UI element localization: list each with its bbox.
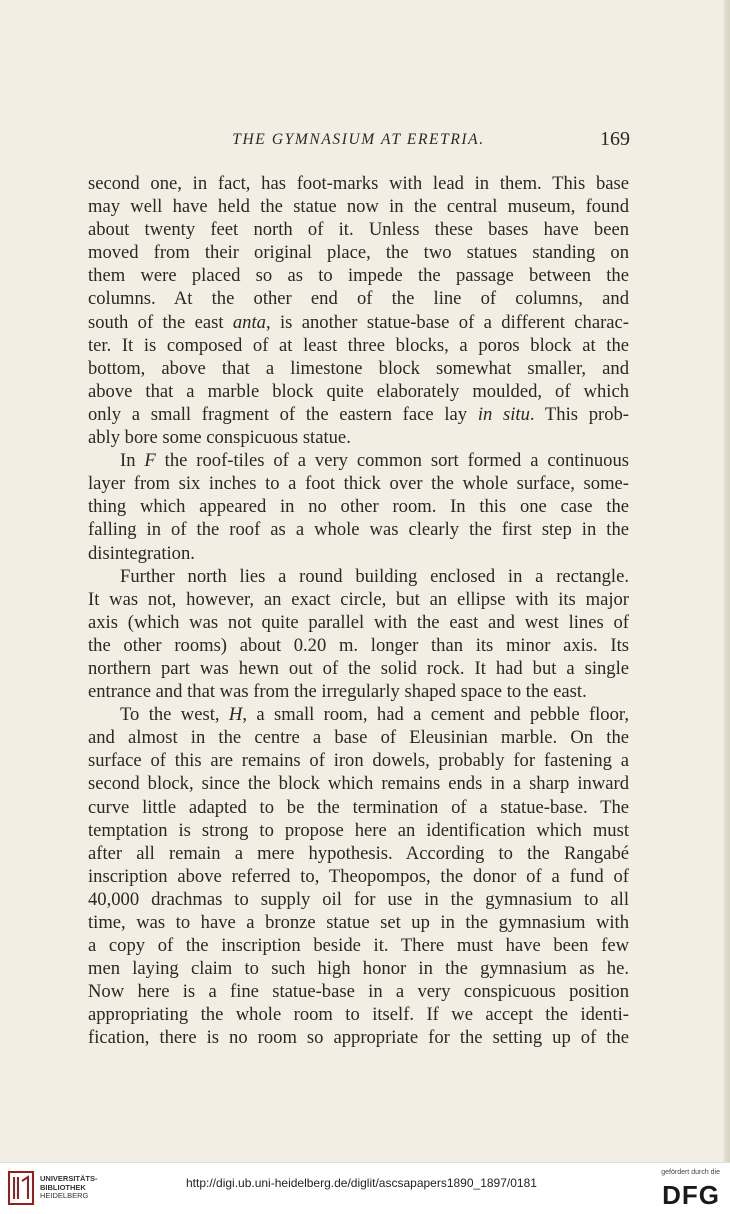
text-line: fication, there is no room so appropriate for the setting up of the [88,1027,629,1049]
text-line: men laying claim to such high honor in the gymnasium as he. [88,958,629,980]
text-line: second one, in fact, has foot-marks with lead in them. This base [88,173,629,194]
text-line: ably bore some conspicuous statue. [88,427,351,449]
text-line: It was not, however, an exact circle, but an ellipse with its major [88,588,629,610]
text-line: ter. It is composed of at least three blocks, a poros block at the [88,334,629,356]
permalink-url[interactable]: http://digi.ub.uni-heidelberg.de/diglit/ascsapapers1890_1897/0181 [186,1176,537,1190]
italic-term: H [228,704,243,726]
text-line: entrance and that was from the irregularly shaped space to the east. [88,681,587,703]
viewer-footer [0,1162,730,1214]
text-line: 40,000 drachmas to supply oil for use in the gymnasium to all [88,888,629,910]
text-line: only a small fragment of the eastern face lay in situ. This prob- [88,403,629,425]
text-line: south of the east anta, is another statue-base of a different charac- [88,311,629,333]
text-line: Now here is a fine statue-base in a very conspicuous position [88,981,629,1003]
text-line: them were placed so as to impede the passage between the [88,265,629,287]
text-line: second block, since the block which remains ends in a sharp inward [88,773,629,795]
italic-term: anta [232,311,266,333]
text-line: temptation is strong to propose here an identification which must [88,819,629,841]
text-line: and almost in the centre a base of Eleusinian marble. On the [88,727,629,749]
text-line: Further north lies a round building enclosed in a rectangle. [120,565,629,587]
text-line: falling in of the roof as a whole was clearly the first step in the [88,519,629,541]
text-line: curve little adapted to be the termination of a statue-base. The [88,796,629,818]
running-title: THE GYMNASIUM AT ERETRIA. [232,131,485,148]
library-name: UNIVERSITÄTS- BIBLIOTHEK HEIDELBERG [40,1174,98,1200]
text-line: the other rooms) about 0.20 m. longer than its minor axis. Its [88,634,629,656]
text-line: In F the roof-tiles of a very common sort formed a continuous [120,450,629,472]
running-head [87,128,630,154]
text-line: inscription above referred to, Theopompos, the donor of a fund of [88,865,629,887]
text-line: may well have held the statue now in the central museum, found [88,196,629,218]
text-line: thing which appeared in no other room. In this one case the [88,496,629,518]
text-line: disintegration. [88,542,195,564]
text-line: layer from six inches to a foot thick over the whole surface, some- [88,473,629,495]
page-edge-shadow [724,0,730,1162]
text-line: columns. At the other end of the line of columns, and [88,288,629,310]
body-text [88,172,629,1050]
text-line: surface of this are remains of iron dowels, probably for fastening a [88,750,629,772]
italic-term: in situ [477,403,530,425]
text-line: about twenty feet north of it. Unless these bases have been [88,219,629,241]
italic-term: F [144,450,156,472]
university-seal-icon [8,1171,34,1205]
text-line: after all remain a mere hypothesis. According to the Rangabé [88,842,629,864]
text-line: To the west, H, a small room, had a cement and pebble floor, [120,704,629,726]
text-line: northern part was hewn out of the solid rock. It had but a single [88,657,629,679]
page-number: 169 [600,128,630,150]
text-line: a copy of the inscription beside it. There must have been few [88,935,629,957]
funding-caption: gefördert durch die [661,1169,720,1176]
dfg-logo: DFG [662,1180,720,1210]
text-line: appropriating the whole room to itself. If we accept the identi- [88,1004,629,1026]
text-line: axis (which was not quite parallel with the east and west lines of [88,611,629,633]
text-line: above that a marble block quite elaborately moulded, of which [88,380,629,402]
text-line: time, was to have a bronze statue set up in the gymnasium with [88,912,629,933]
text-line: moved from their original place, the two statues standing on [88,242,629,264]
text-line: bottom, above that a limestone block somewhat smaller, and [88,357,629,379]
